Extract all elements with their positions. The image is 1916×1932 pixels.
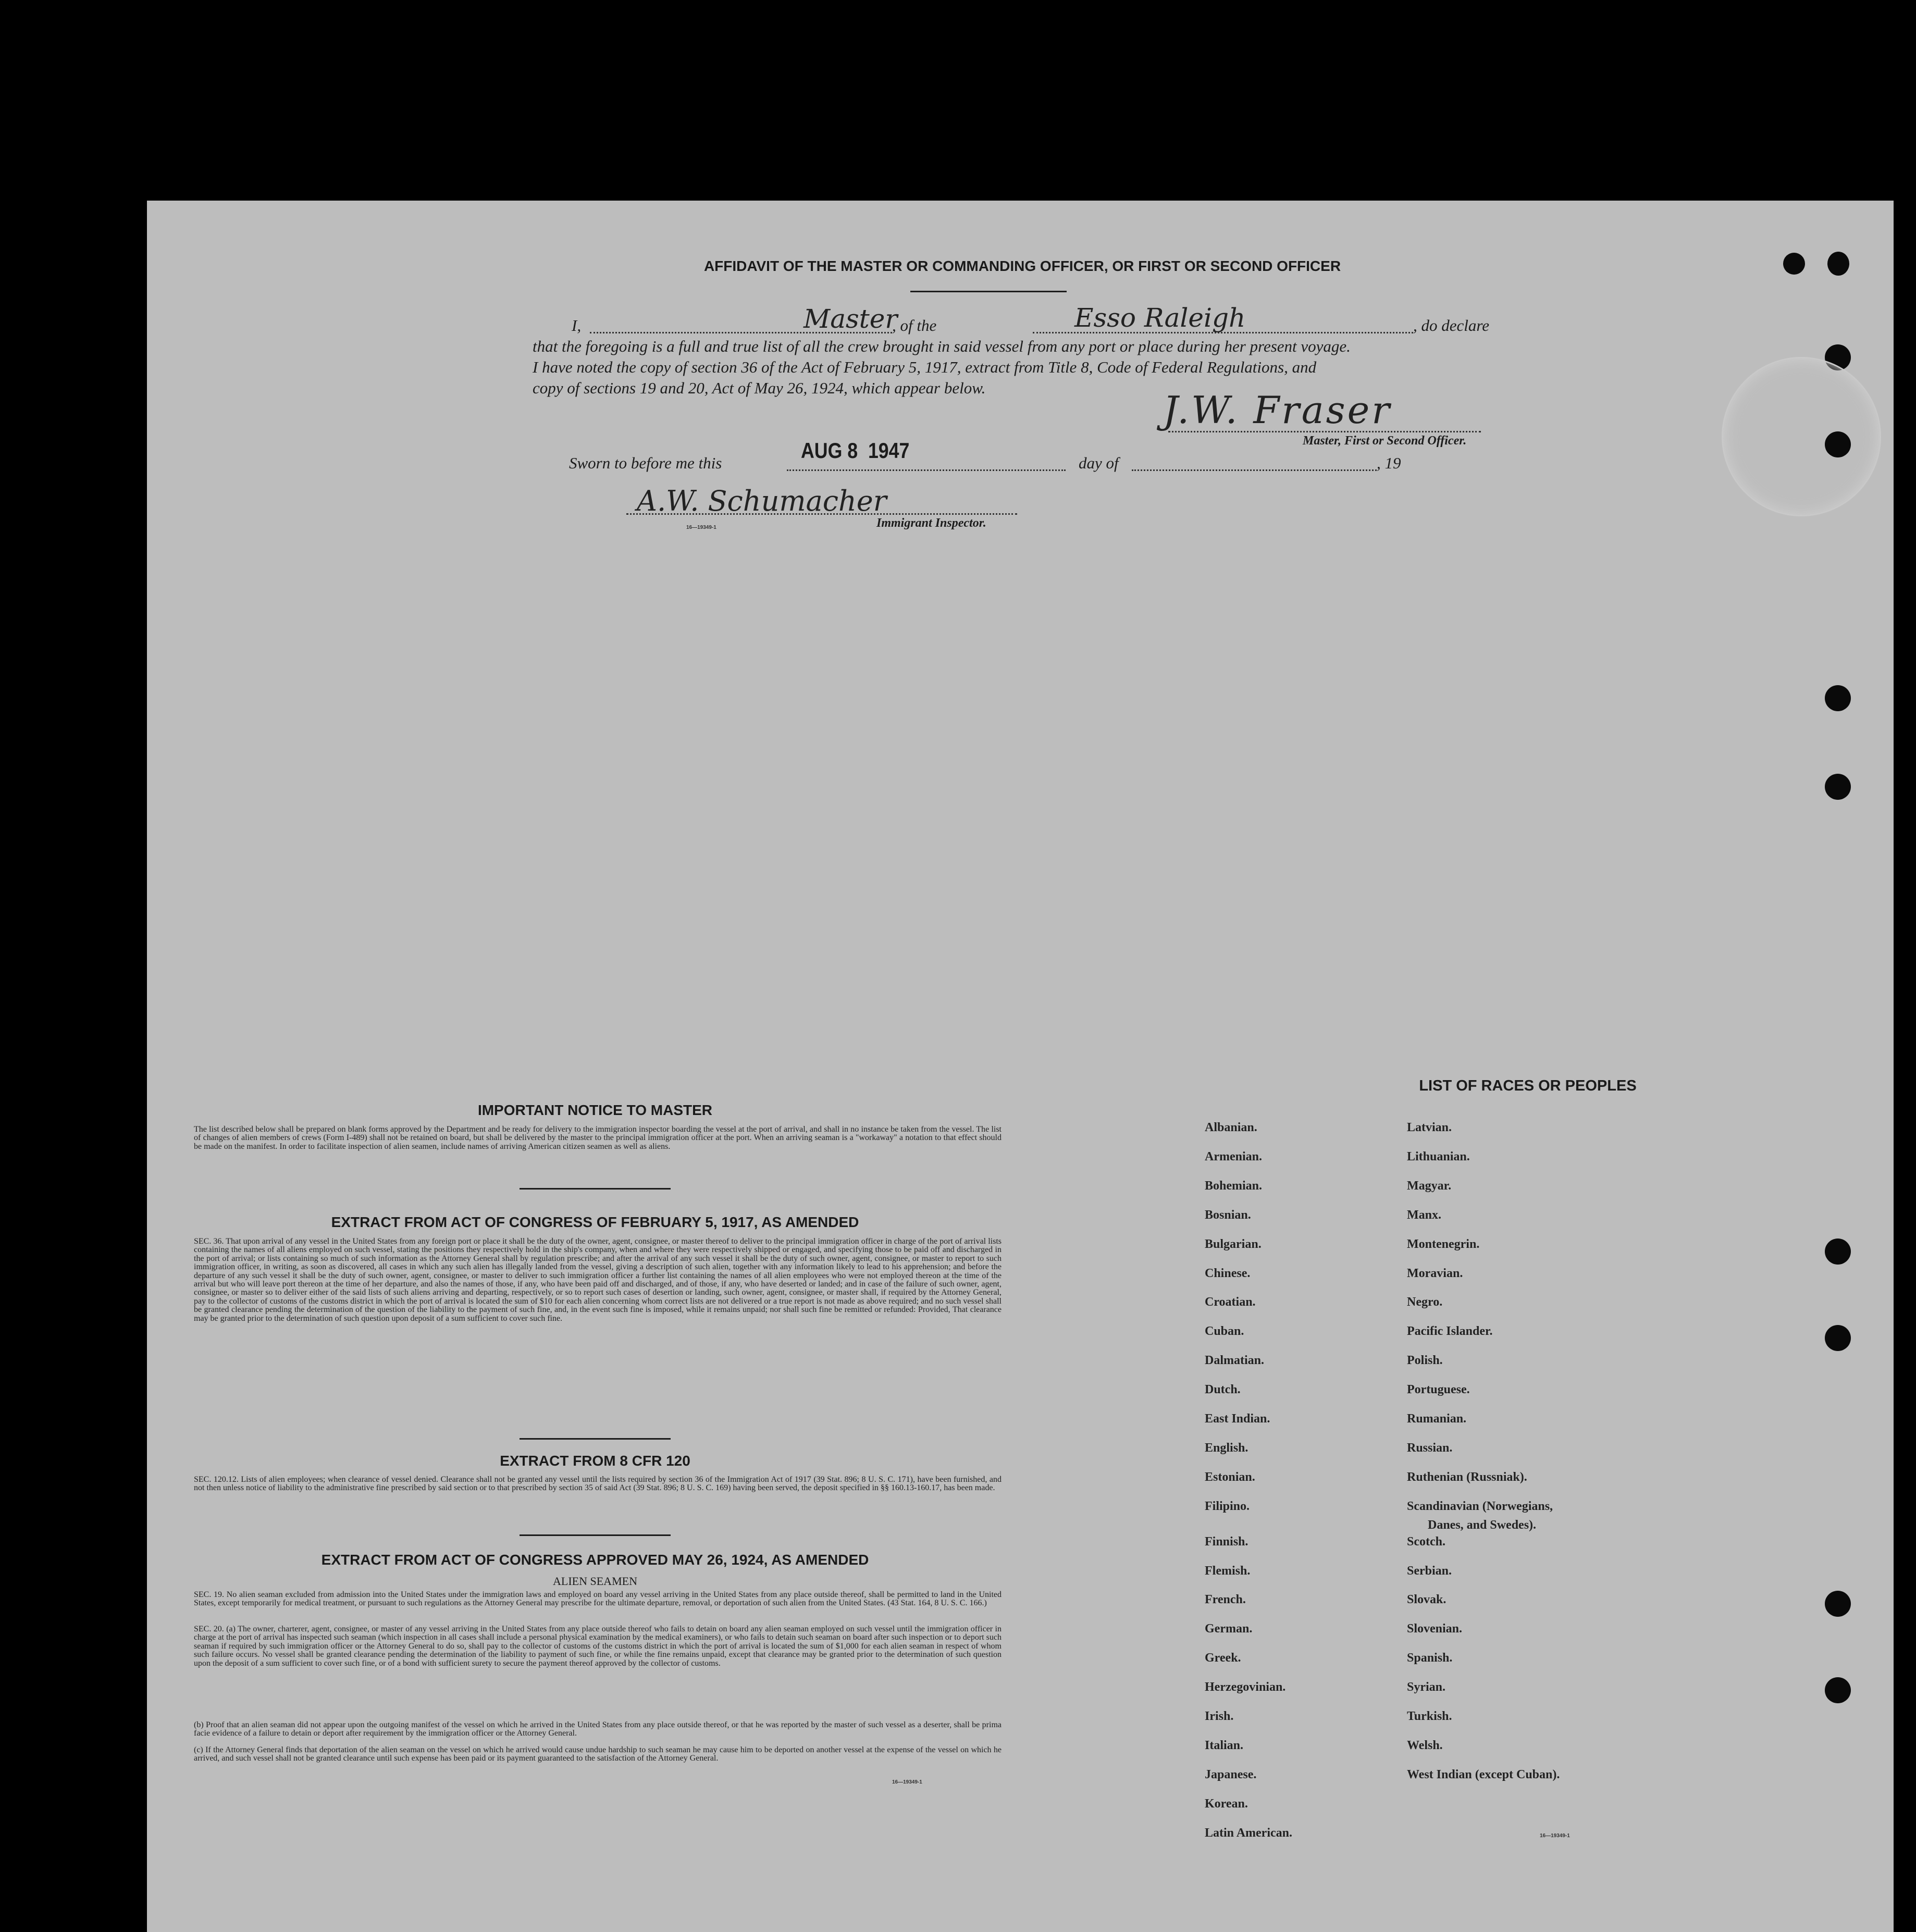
- sworn-label: Sworn to before me this: [569, 454, 722, 472]
- races-column-1: [1205, 1120, 1392, 1840]
- race-item: Slovenian.: [1407, 1622, 1463, 1636]
- punch-hole: [1825, 1677, 1851, 1703]
- of-the-label: , of the: [892, 316, 937, 335]
- inspector-signature: A.W. Schumacher: [637, 485, 887, 517]
- rank-value: Master: [804, 304, 898, 334]
- race-item: Armenian.: [1205, 1150, 1262, 1163]
- punch-hole: [1827, 252, 1849, 276]
- race-item: Herzegovinian.: [1205, 1680, 1286, 1694]
- race-item: Scotch.: [1407, 1535, 1445, 1549]
- race-item: Bulgarian.: [1205, 1237, 1262, 1251]
- race-item: Dutch.: [1205, 1383, 1241, 1396]
- race-item: Manx.: [1407, 1208, 1441, 1222]
- race-item: Spanish.: [1407, 1651, 1453, 1665]
- extract-1924-sec20c: (c) If the Attorney General finds that deportation of the alien seaman on the vessel on which he arrived would cause undue hardship to such seaman he may cause him to be deported on another vessel at the expense of the vessel on which he arrived, and such vessel shall not be granted clearance until such expense has been paid or its payment guaranteed to the satisfaction of the Attorney General.: [194, 1745, 1002, 1763]
- section-rule: [520, 1188, 671, 1190]
- race-item: Pacific Islander.: [1407, 1324, 1493, 1338]
- race-item: East Indian.: [1205, 1412, 1270, 1426]
- i-label: I,: [572, 316, 582, 335]
- race-item: Montenegrin.: [1407, 1237, 1480, 1251]
- punch-hole: [1783, 253, 1805, 275]
- race-item: Russian.: [1407, 1441, 1453, 1455]
- race-item: Syrian.: [1407, 1680, 1446, 1694]
- race-item: Portuguese.: [1407, 1383, 1470, 1396]
- race-item: Ruthenian (Russniak).: [1407, 1470, 1527, 1484]
- race-item: Moravian.: [1407, 1267, 1463, 1280]
- extract-cfr-text: SEC. 120.12. Lists of alien employees; when clearance of vessel denied. Clearance shall not be granted any vessel until the lists required by section 36 of the Immigration Act of 1917 (39 Stat. 896; 8 U. S. C. 171), have been furnished, and not then unless notice of liability to the administrative fine prescribed by said section or to that prescribed by section 35 of said Act (39 Stat. 896; 8 U. S. C. 169) having been served, the deposit specified in §§ 160.13-160.17, has been made.: [194, 1475, 1002, 1493]
- race-item: Italian.: [1205, 1739, 1244, 1752]
- sworn-date-line: [787, 469, 1066, 471]
- race-item: Albanian.: [1205, 1121, 1257, 1134]
- race-item: Japanese.: [1205, 1768, 1257, 1781]
- race-item: Korean.: [1205, 1797, 1248, 1811]
- extract-cfr-title: EXTRACT FROM 8 CFR 120: [500, 1453, 690, 1469]
- race-item: Greek.: [1205, 1651, 1241, 1665]
- embossed-seal: [1722, 357, 1881, 516]
- race-item: French.: [1205, 1593, 1246, 1606]
- race-item: Cuban.: [1205, 1324, 1244, 1338]
- notice-title: IMPORTANT NOTICE TO MASTER: [477, 1102, 713, 1118]
- notice-text: The list described below shall be prepared on blank forms approved by the Department and be ready for delivery to the immigration inspector boarding the vessel at the port of arrival, and shall in no instance be taken from the vessel. The list of changes of alien members of crews (Form I-489) shall not be retained on board, but shall be delivered by the master to the principal immigration officer at the port. When an arriving seaman is a "workaway" a notation to that effect should be made on the manifest. In order to facilitate inspection of alien seamen, include names of arriving American citizen seamen as well as aliens.: [194, 1125, 1002, 1151]
- vessel-value: Esso Raleigh: [1074, 303, 1246, 333]
- extract-1924-title: EXTRACT FROM ACT OF CONGRESS APPROVED MAY 26, 1924, AS AMENDED: [321, 1552, 869, 1568]
- affidavit-line-2: that the foregoing is a full and true list of all the crew brought in said vessel from any port or place during her present voyage.: [533, 337, 1351, 355]
- race-item: Welsh.: [1407, 1739, 1443, 1752]
- race-item: Filipino.: [1205, 1500, 1250, 1513]
- affidavit-line-3: I have noted the copy of section 36 of the Act of February 5, 1917, extract from Title 8, Code of Federal Regulations, and: [533, 358, 1317, 376]
- race-item: Croatian.: [1205, 1295, 1256, 1309]
- punch-hole: [1825, 1325, 1851, 1351]
- race-item: Estonian.: [1205, 1470, 1255, 1484]
- race-item: West Indian (except Cuban).: [1407, 1768, 1560, 1781]
- extract-1924-sec20b: (b) Proof that an alien seaman did not appear upon the outgoing manifest of the vessel on which he arrived in the United States from any place outside thereof, or that he was reported by the master of such vessel as a deserter, shall be prima facie evidence of a failure to detain or deport after requirement by the immigration officer or the Attorney General.: [194, 1720, 1002, 1738]
- master-caption: Master, First or Second Officer.: [1303, 434, 1467, 448]
- day-of-label: day of: [1079, 454, 1119, 472]
- form-code: 16—19349-1: [1540, 1833, 1570, 1839]
- race-item: Turkish.: [1407, 1710, 1452, 1723]
- race-item: English.: [1205, 1441, 1249, 1455]
- section-rule: [520, 1438, 671, 1440]
- punch-hole: [1825, 685, 1851, 711]
- document-page: [147, 201, 1894, 1932]
- race-item: Negro.: [1407, 1295, 1443, 1309]
- race-item: Dalmatian.: [1205, 1354, 1264, 1367]
- race-item: Flemish.: [1205, 1564, 1251, 1578]
- date-stamp: AUG 8 1947: [801, 438, 910, 463]
- race-item: Magyar.: [1407, 1179, 1452, 1193]
- race-item: Danes, and Swedes).: [1428, 1518, 1537, 1532]
- form-code: 16—19349-1: [892, 1779, 922, 1785]
- affidavit-title: AFFIDAVIT OF THE MASTER OR COMMANDING OFFICER, OR FIRST OR SECOND OFFICER: [703, 258, 1341, 274]
- punch-hole: [1825, 774, 1851, 800]
- section-rule: [520, 1534, 671, 1536]
- race-item: German.: [1205, 1622, 1253, 1636]
- punch-hole: [1825, 1591, 1851, 1617]
- master-signature: J.W. Fraser: [1163, 388, 1392, 432]
- race-item: Polish.: [1407, 1354, 1443, 1367]
- race-item: Lithuanian.: [1407, 1150, 1470, 1163]
- punch-hole: [1825, 1239, 1851, 1265]
- extract-1917-title: EXTRACT FROM ACT OF CONGRESS OF FEBRUARY 5, 1917, AS AMENDED: [331, 1214, 859, 1230]
- extract-1924-sec20a: SEC. 20. (a) The owner, charterer, agent, consignee, or master of any vessel arriving in the United States from any place outside thereof who fails to detain on board any alien seaman employed on such vessel until the immigration officer in charge at the port of arrival has inspected such seaman (which inspection in all cases shall include a personal physical examination by the medical examiners), or who fails to detain such seaman on board after such inspection or to deport such seaman if required by such immigration officer or the Attorney General to do so, shall pay to the collector of customs of the customs district in which the port of arrival is located the sum of $1,000 for each alien seaman in respect of whom such failure occurs. No vessel shall be granted clearance pending the determination of the liability to payment of such fine, or while the fine remains unpaid, except that clearance may be granted prior to the determination of such question upon the deposit of a sum sufficient to cover such fine, or of a bond with sufficient surety to secure the payment thereof approved by the collector of customs.: [194, 1625, 1002, 1668]
- month-line: [1132, 469, 1377, 471]
- races-title: LIST OF RACES OR PEOPLES: [1419, 1078, 1637, 1094]
- extract-1917-text: SEC. 36. That upon arrival of any vessel in the United States from any foreign port or place it shall be the duty of the owner, agent, consignee, or master thereof to deliver to the principal immigration officer in charge of the port of arrival lists containing the names of all aliens employed on such vessel, stating the positions they respectively hold in the ship's company, when and where they were respectively shipped or engaged, and specifying those to be paid off and discharged in the port of arrival; or lists containing so much of such information as the Attorney General shall by regulation prescribe; and after the arrival of any such vessel it shall be the duty of such owner, agent, consignee, or master to report to such immigration officer, in writing, as soon as discovered, all cases in which any such alien has illegally landed from the vessel, giving a description of such alien, together with any information likely to lead to his apprehension; and before the departure of any such vessel it shall be the duty of such owner, agent, consignee, or master to deliver to such immigration officer a further list containing the names of all alien employees who were not employed thereon at the time of the arrival but who will leave port thereon at the time of her departure, and also the names of those, if any, who have been paid off and discharged, and of those, if any, who have deserted or landed; and in case of the failure of such owner, agent, consignee, or master so to deliver either of the said lists of such aliens arriving and departing, respectively, or so to report such cases of desertion or landing, such owner, agent, consignee, or master shall, if required by the Attorney General, pay to the collector of customs of the customs district in which the port of arrival is located the sum of $10 for each alien concerning whom correct lists are not delivered or a true report is not made as above required; and no such vessel shall be granted clearance pending the determination of the question of the liability to the payment of such fine, and, in the event such fine is imposed, while it remains unpaid; nor shall such fine be remitted or refunded: Provided, That clearance may be granted prior to the determination of such question upon deposit of a sum sufficient to cover such fine.: [194, 1237, 1002, 1323]
- race-item: Bosnian.: [1205, 1208, 1251, 1222]
- race-item: Slovak.: [1407, 1593, 1447, 1606]
- race-item: Rumanian.: [1407, 1412, 1467, 1426]
- race-item: Irish.: [1205, 1710, 1234, 1723]
- races-column-2: [1407, 1120, 1720, 1798]
- year-label: , 19: [1377, 454, 1401, 472]
- race-item: Bohemian.: [1205, 1179, 1263, 1193]
- race-item: Serbian.: [1407, 1564, 1452, 1578]
- alien-seamen-subtitle: ALIEN SEAMEN: [553, 1575, 637, 1588]
- do-declare-label: , do declare: [1413, 316, 1490, 335]
- race-item: Chinese.: [1205, 1267, 1251, 1280]
- affidavit-line-4: copy of sections 19 and 20, Act of May 26, 1924, which appear below.: [533, 379, 986, 397]
- form-code: 16—19349-1: [686, 525, 716, 530]
- title-rule: [910, 291, 1067, 292]
- race-item: Latin American.: [1205, 1826, 1292, 1840]
- race-item: Finnish.: [1205, 1535, 1249, 1549]
- inspector-caption: Immigrant Inspector.: [876, 516, 986, 530]
- extract-1924-sec19: SEC. 19. No alien seaman excluded from admission into the United States under the immigration laws and employed on board any vessel arriving in the United States from any place outside thereof, shall be permitted to land in the United States, except temporarily for medical treatment, or pursuant to such regulations as the Attorney General may prescribe for the ultimate departure, removal, or deportation of such alien from the United States. (43 Stat. 164, 8 U. S. C. 166.): [194, 1590, 1002, 1608]
- race-item: Latvian.: [1407, 1121, 1452, 1134]
- race-item: Scandinavian (Norwegians,: [1407, 1500, 1553, 1513]
